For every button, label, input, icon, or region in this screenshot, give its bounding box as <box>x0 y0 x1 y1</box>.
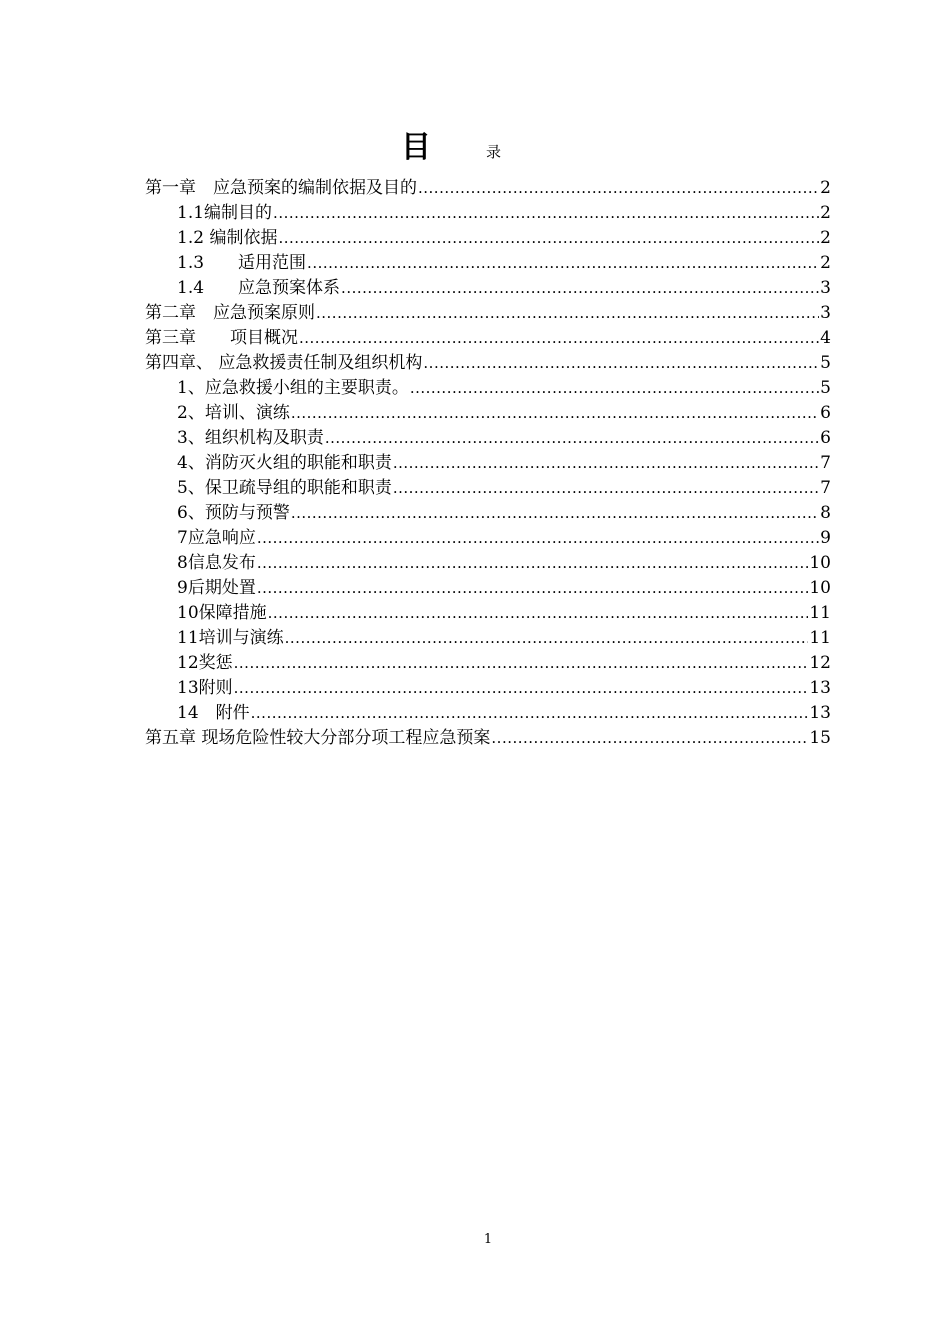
toc-entry-page: 15 <box>809 728 831 748</box>
toc-entry[interactable] <box>145 399 831 424</box>
toc-entry[interactable] <box>145 549 831 574</box>
toc-entry[interactable] <box>145 224 831 249</box>
toc-entry-text: 9后期处置 <box>177 578 256 598</box>
toc-entry-page: 6 <box>820 428 831 448</box>
toc-entry[interactable] <box>145 499 831 524</box>
toc-entry-text: 第二章 应急预案原则 <box>145 303 315 323</box>
toc-dot-leader <box>251 702 809 724</box>
toc-dot-leader <box>418 177 819 199</box>
toc-entry-page: 11 <box>809 628 831 648</box>
toc-entry[interactable] <box>145 574 831 599</box>
toc-dot-leader <box>257 577 809 599</box>
toc-entry-page: 7 <box>820 453 831 473</box>
toc-title-sub: 录 <box>486 143 502 161</box>
toc-entry[interactable] <box>145 349 831 374</box>
toc-entry-text: 1.2 编制依据 <box>177 228 278 248</box>
toc-dot-leader <box>257 552 809 574</box>
toc-entry-text: 14 附件 <box>177 703 250 723</box>
toc-entry-page: 2 <box>820 203 831 223</box>
toc-entry-text: 12奖惩 <box>177 653 233 673</box>
toc-entry-text: 第四章、 应急救援责任制及组织机构 <box>145 353 423 373</box>
toc-title <box>0 130 950 170</box>
toc-entry-page: 6 <box>820 403 831 423</box>
toc-dot-leader <box>291 502 819 524</box>
toc-entry-text: 第三章 项目概况 <box>145 328 298 348</box>
toc-dot-leader <box>234 652 809 674</box>
toc-entry-text: 1、应急救援小组的主要职责。 <box>177 378 409 398</box>
toc-dot-leader <box>273 202 819 224</box>
toc-entry[interactable] <box>145 424 831 449</box>
toc-title-main: 目 <box>401 130 431 165</box>
toc-dot-leader <box>257 527 819 549</box>
toc-entry-page: 9 <box>820 528 831 548</box>
toc-dot-leader <box>393 477 819 499</box>
toc-entry-page: 2 <box>820 253 831 273</box>
toc-entry[interactable] <box>145 199 831 224</box>
toc-entry-text: 第五章 现场危险性较大分部分项工程应急预案 <box>145 728 491 748</box>
toc-entry[interactable] <box>145 374 831 399</box>
toc-entry-page: 5 <box>820 353 831 373</box>
toc-entry-text: 11培训与演练 <box>177 628 284 648</box>
toc-entry-text: 1.1编制目的 <box>177 203 273 223</box>
table-of-contents <box>145 174 831 749</box>
toc-entry-page: 8 <box>820 503 831 523</box>
toc-dot-leader <box>393 452 819 474</box>
toc-entry-text: 13附则 <box>177 678 233 698</box>
toc-dot-leader <box>299 327 819 349</box>
toc-entry[interactable] <box>145 324 831 349</box>
toc-entry-text: 1.4 应急预案体系 <box>177 278 341 298</box>
toc-entry-page: 13 <box>809 678 831 698</box>
toc-entry-page: 13 <box>809 703 831 723</box>
toc-entry-text: 2、培训、演练 <box>177 403 290 423</box>
toc-entry[interactable] <box>145 299 831 324</box>
toc-entry-text: 4、消防灭火组的职能和职责 <box>177 453 392 473</box>
toc-dot-leader <box>268 602 809 624</box>
toc-entry-page: 3 <box>820 303 831 323</box>
toc-entry-text: 6、预防与预警 <box>177 503 290 523</box>
toc-entry-text: 3、组织机构及职责 <box>177 428 324 448</box>
toc-entry-page: 11 <box>809 603 831 623</box>
toc-entry[interactable] <box>145 449 831 474</box>
toc-entry-text: 8信息发布 <box>177 553 256 573</box>
toc-entry[interactable] <box>145 174 831 199</box>
toc-dot-leader <box>316 302 819 324</box>
toc-entry-page: 2 <box>820 178 831 198</box>
toc-dot-leader <box>423 352 819 374</box>
page-number: 1 <box>483 1232 493 1247</box>
toc-dot-leader <box>278 227 819 249</box>
toc-dot-leader <box>341 277 819 299</box>
toc-entry-page: 10 <box>809 553 831 573</box>
toc-entry-page: 12 <box>809 653 831 673</box>
toc-dot-leader <box>285 627 809 649</box>
toc-entry[interactable] <box>145 699 831 724</box>
toc-entry[interactable] <box>145 674 831 699</box>
toc-entry[interactable] <box>145 649 831 674</box>
toc-dot-leader <box>307 252 819 274</box>
toc-dot-leader <box>325 427 819 449</box>
toc-entry[interactable] <box>145 249 831 274</box>
toc-entry[interactable] <box>145 274 831 299</box>
toc-entry-page: 3 <box>820 278 831 298</box>
toc-entry[interactable] <box>145 724 831 749</box>
toc-entry[interactable] <box>145 524 831 549</box>
toc-dot-leader <box>491 727 808 749</box>
toc-dot-leader <box>234 677 809 699</box>
toc-entry[interactable] <box>145 474 831 499</box>
toc-dot-leader <box>410 377 819 399</box>
toc-entry-text: 1.3 适用范围 <box>177 253 307 273</box>
toc-entry-page: 2 <box>820 228 831 248</box>
toc-entry-text: 7应急响应 <box>177 528 256 548</box>
toc-entry-page: 10 <box>809 578 831 598</box>
toc-entry[interactable] <box>145 599 831 624</box>
toc-entry-text: 第一章 应急预案的编制依据及目的 <box>145 178 417 198</box>
toc-entry[interactable] <box>145 624 831 649</box>
toc-entry-page: 4 <box>820 328 831 348</box>
toc-entry-page: 7 <box>820 478 831 498</box>
toc-entry-text: 5、保卫疏导组的职能和职责 <box>177 478 392 498</box>
toc-dot-leader <box>291 402 819 424</box>
toc-entry-page: 5 <box>820 378 831 398</box>
toc-entry-text: 10保障措施 <box>177 603 267 623</box>
